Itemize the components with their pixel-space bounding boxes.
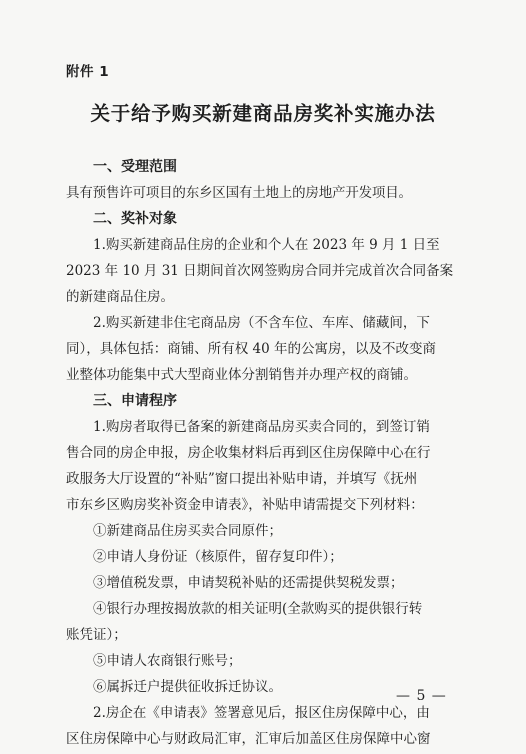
text-line: 区住房保障中心与财政局汇审，汇审后加盖区住房保障中心窗 (66, 731, 431, 747)
material-item: ⑤申请人农商银行账号； (93, 653, 242, 669)
material-item: ④银行办理按揭放款的相关证明(全款购买的提供银行转 (93, 601, 423, 617)
material-item: ⑥属拆迁户提供征收拆迁协议。 (93, 679, 282, 695)
document-title: 关于给予购买新建商品房奖补实施办法 (90, 102, 436, 125)
section-heading-targets: 二、奖补对象 (93, 211, 177, 227)
text-line: 的新建商品住房。 (66, 289, 174, 305)
text-line: 账凭证）； (66, 627, 127, 643)
text-line: 1.购房者取得已备案的新建商品房买卖合同的，到签订销 (93, 419, 430, 435)
document-body (66, 154, 460, 752)
material-item: ②申请人身份证（核原件，留存复印件）； (93, 549, 343, 565)
text-line: 1.购买新建商品住房的企业和个人在 2023 年 9 月 1 日至 (93, 237, 440, 253)
text-line: 具有预售许可项目的东乡区国有土地上的房地产开发项目。 (66, 185, 412, 201)
page-number: — 5 — (396, 688, 447, 704)
attachment-label: 附件 1 (66, 64, 110, 80)
text-line: 2023 年 10 月 31 日期间首次网签购房合同并完成首次合同备案 (66, 263, 454, 279)
text-line: 政服务大厅设置的“补贴”窗口提出补贴申请，并填写《抚州 (66, 471, 418, 487)
text-line: 同），具体包括：商铺、所有权 40 年的公寓房，以及不改变商 (66, 341, 437, 357)
section-heading-scope: 一、受理范围 (93, 159, 177, 175)
section-heading-procedure: 三、申请程序 (93, 393, 177, 409)
text-line: 售合同的房企申报，房企收集材料后再到区住房保障中心在行 (66, 445, 431, 461)
text-line: 2.购买新建非住宅商品房（不含车位、车库、储藏间，下 (93, 315, 430, 331)
material-item: ③增值税发票，申请契税补贴的还需提供契税发票； (93, 575, 404, 591)
text-line: 2.房企在《申请表》签署意见后，报区住房保障中心，由 (93, 705, 430, 721)
text-line: 市东乡区购房奖补资金申请表》，补贴申请需提交下列材料： (66, 497, 424, 513)
text-line: 业整体功能集中式大型商业体分割销售并办理产权的商铺。 (66, 367, 417, 383)
material-item: ①新建商品住房买卖合同原件； (93, 523, 282, 539)
